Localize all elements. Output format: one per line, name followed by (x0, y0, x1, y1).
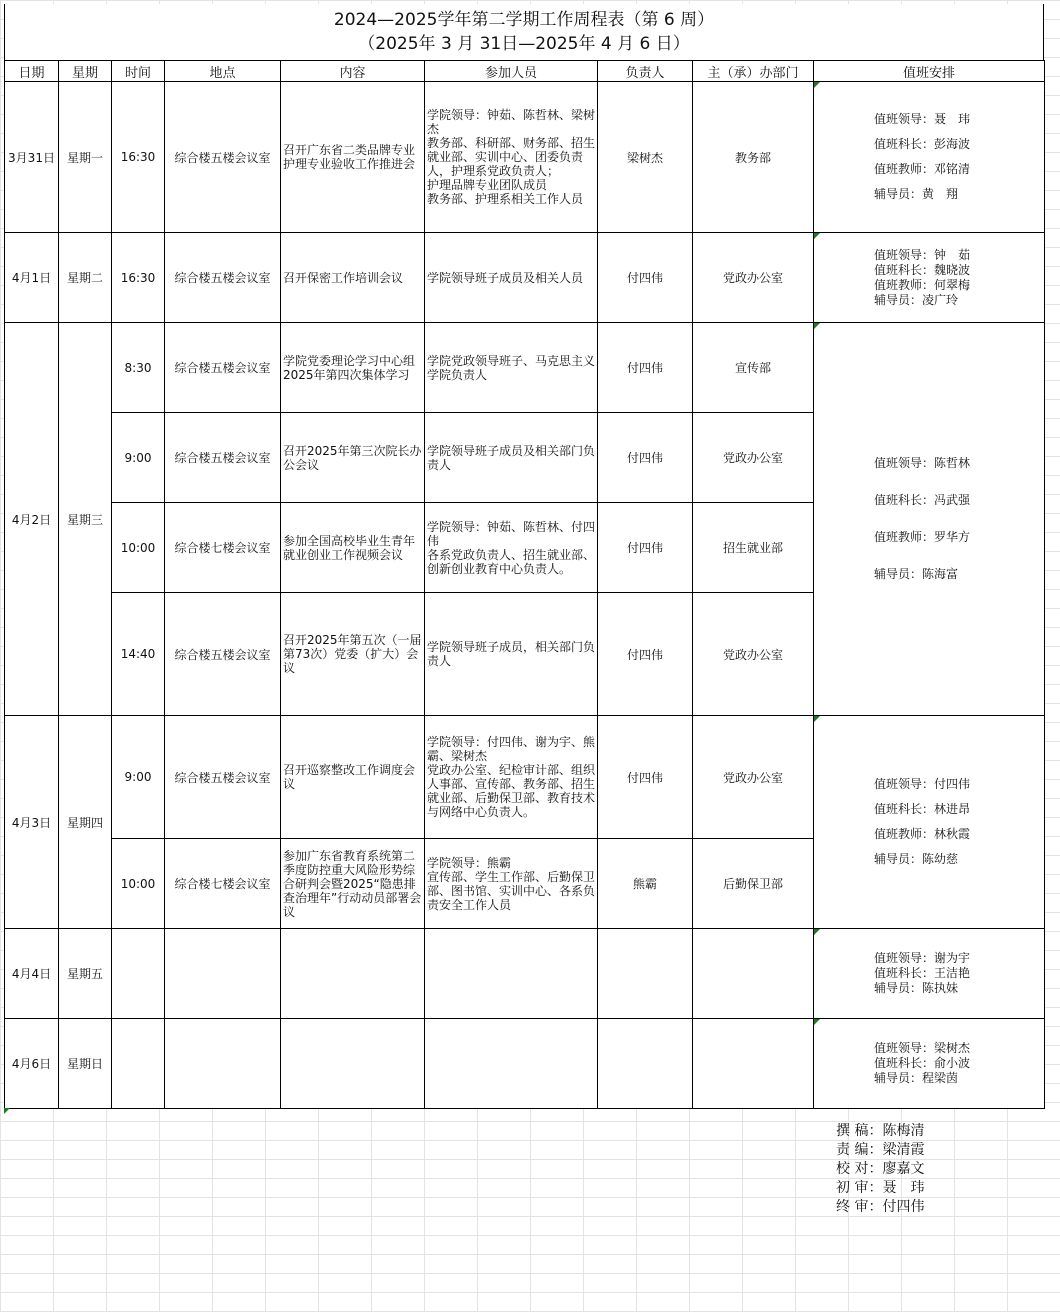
table-row (5, 716, 1045, 839)
weekday-cell: 星期日 (59, 1019, 112, 1109)
time-cell: 10:00 (112, 839, 165, 929)
place-cell: 综合楼五楼会议室 (165, 233, 281, 323)
date-cell: 3月31日 (5, 82, 59, 233)
header-dept: 主（承）办部门 (693, 61, 814, 82)
weekday-cell: 星期一 (59, 82, 112, 233)
table-row (5, 82, 1045, 233)
duty-line: 值班科长：彭海波 (874, 137, 971, 151)
duty-cell (814, 1019, 1045, 1109)
dept-cell: 招生就业部 (693, 503, 814, 593)
duty-line: 值班科长：王洁艳 (874, 966, 971, 980)
credit-line: 终 审：付四伟 (836, 1199, 925, 1215)
leader-cell: 付四伟 (598, 323, 693, 413)
duty-line: 值班教师：罗华方 (874, 530, 971, 544)
leader-cell: 付四伟 (598, 413, 693, 503)
cell-marker-icon (814, 323, 820, 329)
table-row (5, 929, 1045, 1019)
weekday-cell: 星期三 (59, 323, 112, 716)
header-place: 地点 (165, 61, 281, 82)
time-cell: 14:40 (112, 593, 165, 716)
weekday-cell: 星期五 (59, 929, 112, 1019)
header-row (5, 61, 1045, 82)
time-cell: 16:30 (112, 233, 165, 323)
leader-cell: 付四伟 (598, 593, 693, 716)
leader-cell: 付四伟 (598, 503, 693, 593)
duty-line: 值班科长：冯武强 (874, 493, 971, 507)
weekday-cell: 星期二 (59, 233, 112, 323)
content-cell (281, 1019, 425, 1109)
dept-cell: 后勤保卫部 (693, 839, 814, 929)
place-cell: 综合楼五楼会议室 (165, 323, 281, 413)
cell-marker-icon (4, 1108, 10, 1114)
duty-line: 值班领导：梁树杰 (874, 1041, 971, 1055)
duty-line: 值班科长：林进昂 (874, 802, 971, 816)
participants-cell (425, 1019, 598, 1109)
duty-line: 值班教师：林秋霞 (874, 827, 971, 841)
header-date: 日期 (5, 61, 59, 82)
participants-cell: 学院党政领导班子、马克思主义学院负责人 (425, 323, 598, 413)
credit-line: 初 审：聂 玮 (836, 1180, 925, 1196)
content-cell (281, 929, 425, 1019)
content-cell: 学院党委理论学习中心组2025年第四次集体学习 (281, 323, 425, 413)
duty-cell (814, 82, 1045, 233)
duty-line: 辅导员：黄 翔 (874, 187, 959, 201)
title-line-1: 2024—2025学年第二学期工作周程表（第 6 周） (333, 10, 715, 30)
schedule-table (4, 60, 1045, 1109)
header-content: 内容 (281, 61, 425, 82)
schedule-sheet (4, 4, 1044, 1108)
time-cell: 10:00 (112, 503, 165, 593)
time-cell (112, 1019, 165, 1109)
header-duty: 值班安排 (814, 61, 1045, 82)
sheet-title (4, 4, 1044, 60)
content-cell: 召开2025年第三次院长办公会议 (281, 413, 425, 503)
date-cell: 4月4日 (5, 929, 59, 1019)
duty-line: 值班领导：聂 玮 (874, 112, 971, 126)
participants-cell: 学院领导班子成员，相关部门负责人 (425, 593, 598, 716)
header-participants: 参加人员 (425, 61, 598, 82)
dept-cell: 党政办公室 (693, 233, 814, 323)
title-line-2: （2025年 3 月 31日—2025年 4 月 6 日） (358, 34, 690, 54)
place-cell: 综合楼五楼会议室 (165, 82, 281, 233)
place-cell: 综合楼五楼会议室 (165, 413, 281, 503)
time-cell: 16:30 (112, 82, 165, 233)
content-cell: 召开广东省二类品牌专业护理专业验收工作推进会 (281, 82, 425, 233)
duty-line: 值班科长：俞小波 (874, 1056, 971, 1070)
duty-cell (814, 716, 1045, 929)
leader-cell (598, 1019, 693, 1109)
editor-credits (836, 1122, 924, 1217)
content-cell: 参加广东省教育系统第二季度防控重大风险形势综合研判会暨2025“隐患排查治理年”行动动员部署会议 (281, 839, 425, 929)
dept-cell: 宣传部 (693, 323, 814, 413)
table-row (5, 323, 1045, 413)
dept-cell (693, 1019, 814, 1109)
place-cell (165, 1019, 281, 1109)
participants-cell: 学院领导：钟茹、陈哲林、梁树杰 教务部、科研部、财务部、招生就业部、实训中心、团委负责人，护理系党政负责人； 护理品牌专业团队成员 教务部、护理系相关工作人员 (425, 82, 598, 233)
participants-cell: 学院领导：钟茹、陈哲林、付四伟 各系党政负责人、招生就业部、创新创业教育中心负责人。 (425, 503, 598, 593)
date-cell: 4月2日 (5, 323, 59, 716)
participants-cell: 学院领导班子成员及相关部门负责人 (425, 413, 598, 503)
duty-line: 值班教师：邓铭清 (874, 162, 971, 176)
weekday-cell: 星期四 (59, 716, 112, 929)
duty-line: 辅导员：陈执妹 (874, 981, 959, 995)
leader-cell: 付四伟 (598, 233, 693, 323)
leader-cell: 付四伟 (598, 716, 693, 839)
duty-line: 值班教师：何翠梅 (874, 277, 971, 292)
place-cell: 综合楼七楼会议室 (165, 503, 281, 593)
credit-line: 责 编：梁清霞 (836, 1142, 925, 1158)
table-row (5, 233, 1045, 323)
participants-cell: 学院领导：付四伟、谢为宇、熊霸、梁树杰 党政办公室、纪检审计部、组织人事部、宣传部、教务部、招生就业部、后勤保卫部、教育技术与网络中心负责人。 (425, 716, 598, 839)
dept-cell: 党政办公室 (693, 716, 814, 839)
dept-cell: 党政办公室 (693, 593, 814, 716)
duty-line: 值班科长：魏晓波 (874, 262, 971, 277)
header-time: 时间 (112, 61, 165, 82)
table-row (5, 1019, 1045, 1109)
leader-cell: 熊霸 (598, 839, 693, 929)
time-cell: 8:30 (112, 323, 165, 413)
place-cell: 综合楼五楼会议室 (165, 716, 281, 839)
duty-line: 值班领导：谢为宇 (874, 951, 971, 965)
leader-cell (598, 929, 693, 1019)
place-cell (165, 929, 281, 1019)
duty-cell (814, 323, 1045, 716)
participants-cell (425, 929, 598, 1019)
cell-marker-icon (814, 716, 820, 722)
content-cell: 召开2025年第五次（一届第73次）党委（扩大）会议 (281, 593, 425, 716)
content-cell: 召开保密工作培训会议 (281, 233, 425, 323)
duty-line: 辅导员：陈海富 (874, 567, 959, 581)
content-cell: 参加全国高校毕业生青年就业创业工作视频会议 (281, 503, 425, 593)
header-weekday: 星期 (59, 61, 112, 82)
duty-line: 辅导员：陈幼慈 (874, 852, 959, 866)
content-cell: 召开巡察整改工作调度会议 (281, 716, 425, 839)
duty-line: 辅导员：凌广玲 (874, 292, 959, 307)
header-leader: 负责人 (598, 61, 693, 82)
date-cell: 4月6日 (5, 1019, 59, 1109)
place-cell: 综合楼七楼会议室 (165, 839, 281, 929)
duty-line: 值班领导：陈哲林 (874, 456, 971, 470)
date-cell: 4月1日 (5, 233, 59, 323)
duty-cell (814, 929, 1045, 1019)
cell-marker-icon (814, 82, 820, 88)
leader-cell: 梁树杰 (598, 82, 693, 233)
credit-line: 校 对：廖嘉文 (836, 1161, 925, 1177)
participants-cell: 学院领导班子成员及相关人员 (425, 233, 598, 323)
participants-cell: 学院领导：熊霸 宣传部、学生工作部、后勤保卫部、图书馆、实训中心、各系负责安全工作人员 (425, 839, 598, 929)
dept-cell (693, 929, 814, 1019)
cell-marker-icon (814, 1019, 820, 1025)
time-cell: 9:00 (112, 413, 165, 503)
place-cell: 综合楼五楼会议室 (165, 593, 281, 716)
date-cell: 4月3日 (5, 716, 59, 929)
duty-line: 辅导员：程梁茵 (874, 1071, 959, 1085)
dept-cell: 教务部 (693, 82, 814, 233)
cell-marker-icon (814, 233, 820, 239)
credit-line: 撰 稿：陈梅清 (836, 1123, 925, 1139)
duty-line: 值班领导：钟 茹 (874, 247, 971, 262)
dept-cell: 党政办公室 (693, 413, 814, 503)
time-cell: 9:00 (112, 716, 165, 839)
duty-cell (814, 233, 1045, 323)
time-cell (112, 929, 165, 1019)
duty-line: 值班领导：付四伟 (874, 777, 971, 791)
cell-marker-icon (814, 929, 820, 935)
